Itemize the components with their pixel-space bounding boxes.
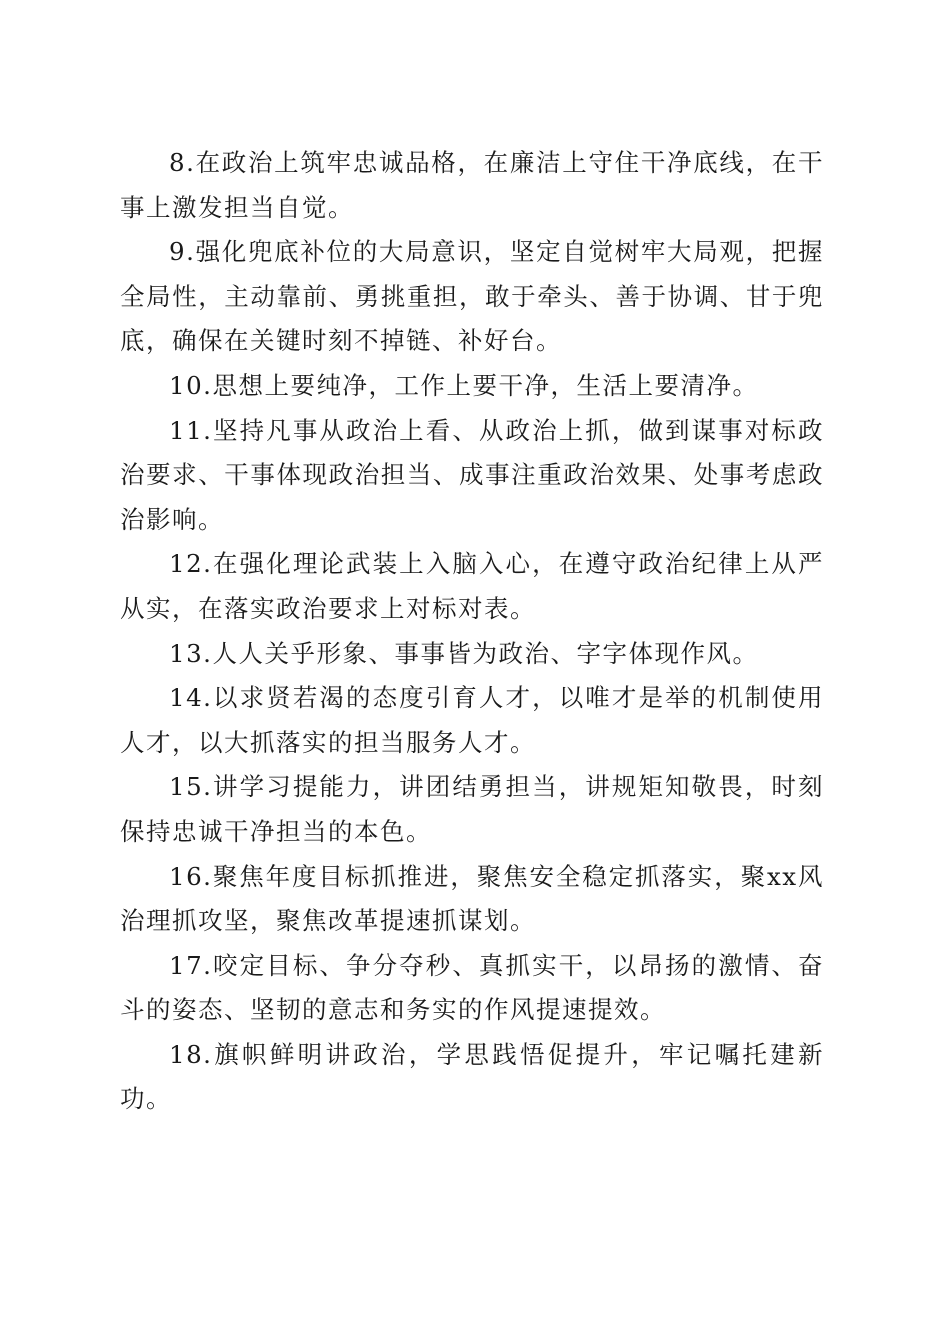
paragraph-item-10: 10.思想上要纯净，工作上要干净，生活上要清净。 — [169, 370, 759, 400]
paragraph-item-13: 13.人人关乎形象、事事皆为政治、字字体现作风。 — [169, 638, 759, 668]
paragraph-item-17: 17.咬定目标、争分夺秒、真抓实干，以昂扬的激情、奋斗的姿态、坚韧的意志和务实的作风提速提效。 — [120, 950, 824, 1025]
paragraph-item-11: 11.坚持凡事从政治上看、从政治上抓，做到谋事对标政治要求、干事体现政治担当、成事注重政治效果、处事考虑政治影响。 — [120, 415, 824, 534]
paragraph-item-9: 9.强化兜底补位的大局意识，坚定自觉树牢大局观，把握全局性，主动靠前、勇挑重担，敢于牵头、善于协调、甘于兜底，确保在关键时刻不掉链、补好台。 — [120, 237, 824, 356]
paragraph-item-18: 18.旗帜鲜明讲政治，学思践悟促提升，牢记嘱托建新功。 — [120, 1039, 824, 1114]
paragraph-item-15: 15.讲学习提能力，讲团结勇担当，讲规矩知敬畏，时刻保持忠诚干净担当的本色。 — [120, 772, 824, 846]
paragraph-item-12: 12.在强化理论武装上入脑入心，在遵守政治纪律上从严从实，在落实政治要求上对标对表。 — [120, 549, 824, 623]
paragraph-item-16: 16.聚焦年度目标抓推进，聚焦安全稳定抓落实，聚xx风治理抓攻坚，聚焦改革提速抓谋划。 — [120, 861, 824, 936]
document-page — [120, 141, 824, 1122]
paragraph-item-8: 8.在政治上筑牢忠诚品格，在廉洁上守住干净底线，在干事上激发担当自觉。 — [120, 148, 824, 222]
paragraph-item-14: 14.以求贤若渴的态度引育人才，以唯才是举的机制使用人才，以大抓落实的担当服务人才。 — [120, 683, 824, 757]
